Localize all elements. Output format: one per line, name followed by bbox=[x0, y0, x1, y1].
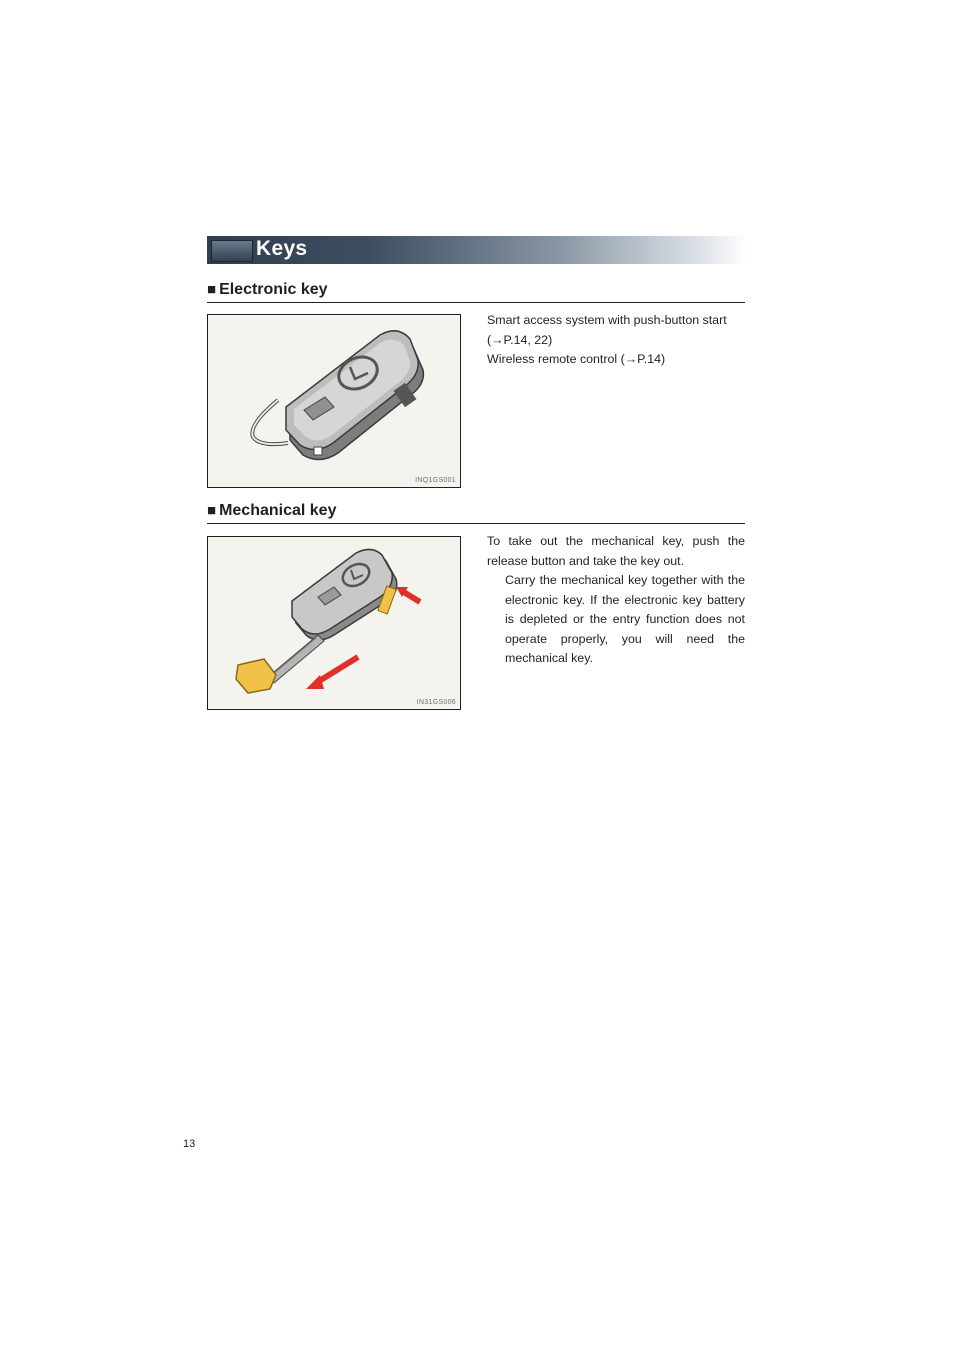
figure-code: IN31GS006 bbox=[416, 699, 456, 706]
electronic-key-illustration bbox=[208, 315, 460, 487]
page-number: 13 bbox=[183, 1138, 196, 1150]
electronic-key-text-line1: Smart access system with push-button start bbox=[487, 313, 727, 327]
mechanical-key-text-para2: Carry the mechanical key together with the electronic key. If the electronic key battery is depleted or the entry function does not operate properly, you will need the mechanical key. bbox=[505, 573, 745, 665]
electronic-key-text-line3: Wireless remote control (→P.14) bbox=[487, 352, 666, 366]
electronic-key-heading bbox=[207, 280, 745, 303]
section-title-bar bbox=[207, 236, 747, 264]
electronic-key-text-line2: (→P.14, 22) bbox=[487, 332, 553, 347]
electronic-key-figure bbox=[207, 314, 461, 488]
page-title: Keys bbox=[256, 237, 308, 260]
electronic-key-heading-text: Electronic key bbox=[219, 281, 328, 298]
mechanical-key-heading bbox=[207, 501, 745, 524]
mechanical-key-text-para1: To take out the mechanical key, push the release button and take the key out. bbox=[487, 534, 745, 568]
mechanical-key-heading-text: Mechanical key bbox=[219, 502, 337, 519]
electronic-key-description bbox=[487, 311, 745, 370]
mechanical-key-figure bbox=[207, 536, 461, 710]
mechanical-key-illustration bbox=[208, 537, 460, 709]
figure-code: INQ1GS001 bbox=[415, 477, 456, 484]
square-bullet-icon: ■ bbox=[207, 502, 217, 519]
title-swatch bbox=[211, 240, 253, 262]
mechanical-key-description bbox=[487, 532, 745, 669]
square-bullet-icon: ■ bbox=[207, 281, 217, 298]
